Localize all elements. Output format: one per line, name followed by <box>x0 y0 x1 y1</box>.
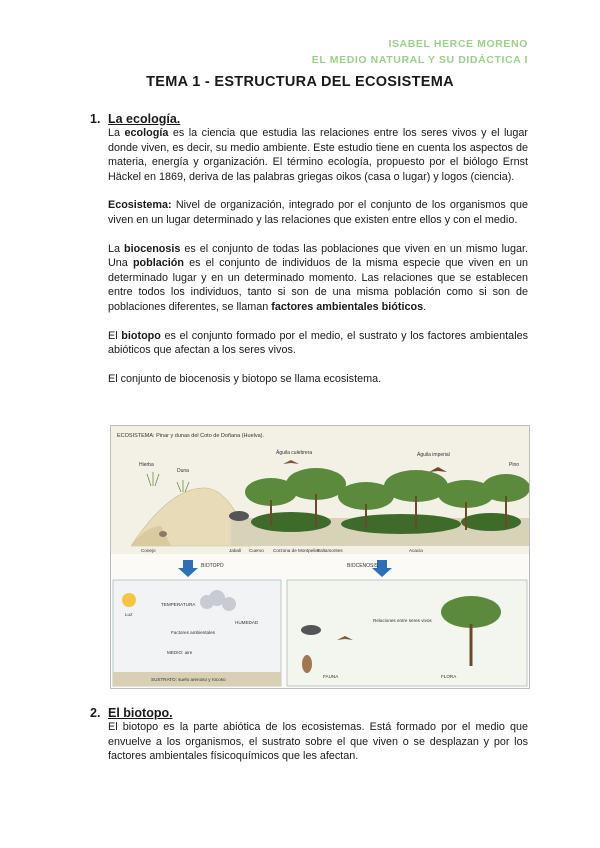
label-medio: MEDIO: aire <box>167 650 193 655</box>
label-humedad: HUMEDAD <box>235 620 259 625</box>
tree-icon <box>441 596 501 628</box>
label-biotopo: BIOTOPO <box>201 563 224 569</box>
section-number: 1. <box>90 112 101 126</box>
ecosystem-illustration <box>111 426 529 688</box>
label-saltamontes: Saltamontes <box>317 548 343 553</box>
section-heading <box>90 112 528 126</box>
label-fauna: FAUNA <box>323 674 339 679</box>
ecosystem-figure <box>110 425 530 689</box>
paragraph-biotopo: El biotopo es el conjunto formado por el medio, el sustrato y los factores ambientales abióticos que afectan a los seres vivos. <box>108 329 528 357</box>
boar-icon <box>301 625 321 635</box>
label-pino: Pino <box>509 462 520 468</box>
label-cuervo: Cuervo <box>249 548 264 553</box>
arrow-down-icon <box>178 560 198 577</box>
label-temperatura: TEMPERATURA <box>161 602 196 607</box>
paragraph-conjunto: El conjunto de biocenosis y biotopo se llama ecosistema. <box>108 372 382 385</box>
header-course: EL MEDIO NATURAL Y SU DIDÁCTICA I <box>311 54 528 66</box>
section-number: 2. <box>90 706 101 720</box>
page-title: TEMA 1 - ESTRUCTURA DEL ECOSISTEMA <box>146 74 454 90</box>
paragraph-ecologia: La ecología es la ciencia que estudia las relaciones entre los seres vivos y el lugar donde viven, es decir, su medio ambiente. Este estudio tiene en cuenta los aspectos de materia, energía y organización. El término ecología, propuesto por el biólogo Ernst Häckel en 1869, deriva de las palabras griegas oikos (casa o lugar) y logos (ciencia). <box>108 127 528 183</box>
label-jabali: Jabalí <box>229 548 242 553</box>
label-duna: Duna <box>177 468 189 474</box>
section-biotopo <box>90 706 528 764</box>
label-corzona: Corzona de Montpelier <box>273 548 320 553</box>
paragraph-ecosistema: Ecosistema: Nivel de organización, integrado por el conjunto de los organismos que viven en un lugar determinado y las relaciones que existen entre ellos y con el medio. <box>108 199 528 226</box>
rabbit-icon <box>159 531 167 537</box>
label-sustrato: SUSTRATO: suelo arenoso y rocoso <box>151 677 226 682</box>
boar-icon <box>229 511 249 521</box>
header-author: ISABEL HERCE MORENO <box>388 38 528 50</box>
label-relaciones: Relaciones entre seres vivos <box>373 618 432 623</box>
paragraph-biotopo-def: El biotopo es la parte abiótica de los ecosistemas. Está formado por el medio que envuelve a los organismos, el sustrato sobre el que viven o se desplazan y por los factores ambientales físicoquímicos que les afectan. <box>108 721 528 763</box>
section-title: La ecología. <box>108 112 181 126</box>
label-aguila-imperial: Águila imperial <box>417 452 450 458</box>
label-flora: FLORA <box>441 674 457 679</box>
section-ecologia <box>90 112 529 386</box>
label-acacia: Acacia <box>409 548 423 553</box>
biocenosis-panel <box>287 580 527 686</box>
sun-icon <box>122 593 136 607</box>
label-aguila-culebrera: Águila culebrera <box>276 450 313 456</box>
figure-caption: ECOSISTEMA: Pinar y dunas del Coto de Doñana (Huelva). <box>117 433 265 439</box>
page-header <box>312 36 528 68</box>
paragraph-biocenosis: La biocenosis es el conjunto de todas las poblaciones que viven en un mismo lugar. Una población es el conjunto de individuos de la misma especie que viven en un determinado lugar y en un determinado momento. Las relaciones que se establecen entre todos los individuos, tanto si son de una misma población como si son de poblaciones diferentes, se llaman factores ambientales bióticos. <box>108 242 529 313</box>
label-factores: Factores ambientales <box>171 630 215 635</box>
label-biocenosis: BIOCENOSIS <box>347 563 379 569</box>
label-conejo: Conejo <box>141 548 156 553</box>
label-luz: Luz <box>125 612 133 617</box>
label-hierba: Hierba <box>139 462 154 468</box>
section-title: El biotopo. <box>108 706 173 720</box>
section-heading <box>90 706 528 720</box>
deer-icon <box>302 655 312 673</box>
